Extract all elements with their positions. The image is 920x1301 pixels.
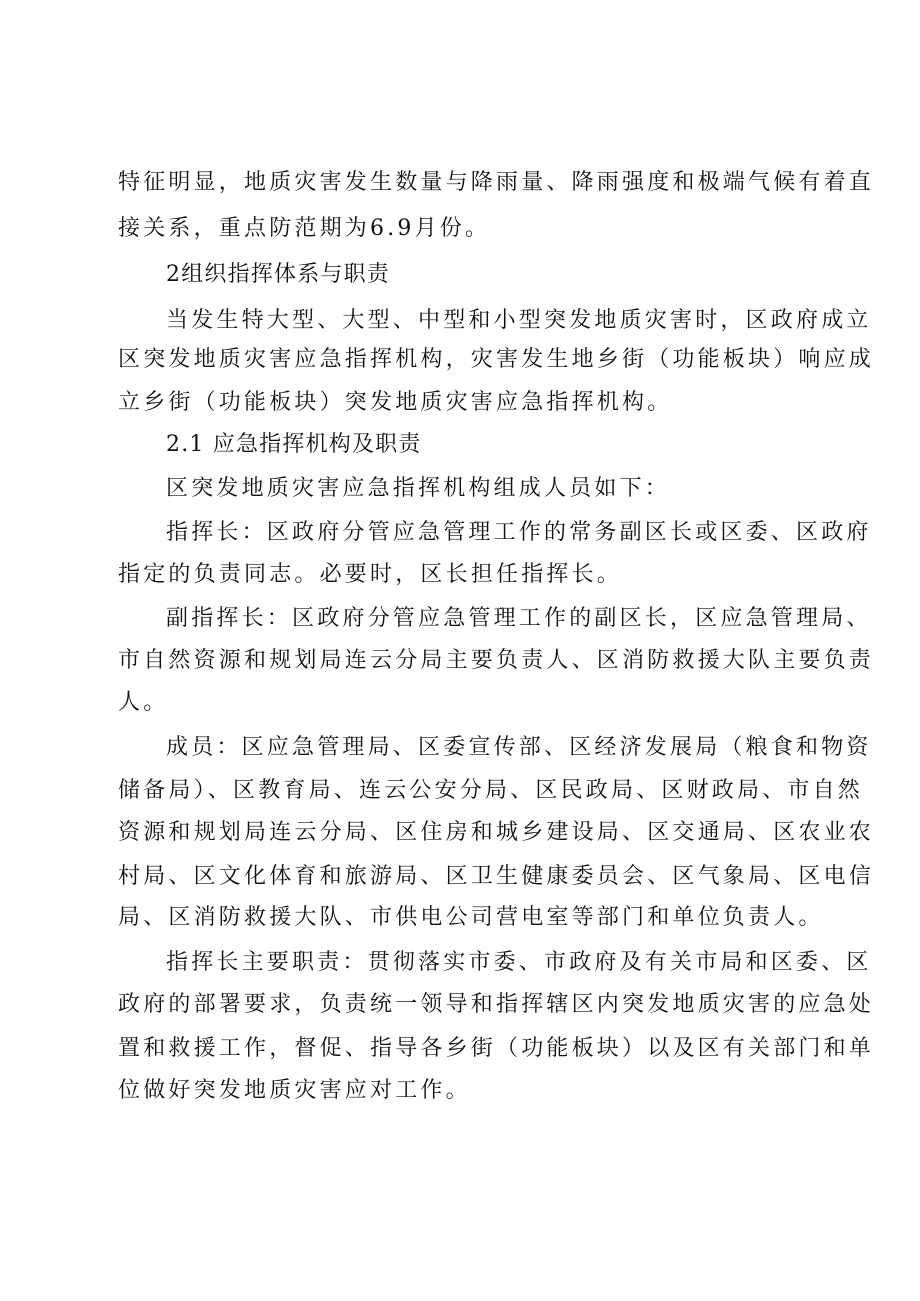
paragraph-line: 储备局）、区教育局、连云公安分局、区民政局、区财政局、市自然 <box>118 778 864 803</box>
paragraph-line: 指定的负责同志。必要时，区长担任指挥长。 <box>118 562 623 587</box>
paragraph-line: 当发生特大型、大型、中型和小型突发地质灾害时，区政府成立 <box>166 308 872 333</box>
paragraph-line: 局、区消防救援大队、市供电公司营电室等部门和单位负责人。 <box>118 905 824 930</box>
paragraph-line: 资源和规划局连云分局、区住房和城乡建设局、区交通局、区农业农 <box>118 820 875 845</box>
paragraph-line: 人。 <box>118 690 169 715</box>
paragraph-line: 成员：区应急管理局、区委宣传部、区经济发展局（粮食和物资 <box>166 735 872 760</box>
paragraph-line: 立乡街（功能板块）突发地质灾害应急指挥机构。 <box>118 390 673 415</box>
paragraph-line: 置和救援工作，督促、指导各乡街（功能板块）以及区有关部门和单 <box>118 1036 875 1061</box>
paragraph-line: 副指挥长：区政府分管应急管理工作的副区长，区应急管理局、 <box>166 606 872 631</box>
paragraph-line: 政府的部署要求，负责统一领导和指挥辖区内突发地质灾害的应急处 <box>118 992 875 1017</box>
paragraph-line: 区突发地质灾害应急指挥机构组成人员如下： <box>166 476 671 501</box>
paragraph-line: 村局、区文化体育和旅游局、区卫生健康委员会、区气象局、区电信 <box>118 864 875 889</box>
paragraph-line: 位做好突发地质灾害应对工作。 <box>118 1078 471 1103</box>
paragraph-line: 指挥长：区政府分管应急管理工作的常务副区长或区委、区政府 <box>166 520 872 545</box>
paragraph-line: 特征明显，地质灾害发生数量与降雨量、降雨强度和极端气候有着直 <box>118 170 875 195</box>
subsection-heading: 2.1 应急指挥机构及职责 <box>166 432 422 457</box>
paragraph-line: 接关系，重点防范期为6.9月份。 <box>118 216 491 241</box>
section-heading: 2组织指挥体系与职责 <box>166 262 390 287</box>
paragraph-line: 区突发地质灾害应急指挥机构，灾害发生地乡街（功能板块）响应成 <box>118 347 875 372</box>
paragraph-line: 指挥长主要职责：贯彻落实市委、市政府及有关市局和区委、区 <box>166 950 872 975</box>
paragraph-line: 市自然资源和规划局连云分局主要负责人、区消防救援大队主要负责 <box>118 648 875 673</box>
